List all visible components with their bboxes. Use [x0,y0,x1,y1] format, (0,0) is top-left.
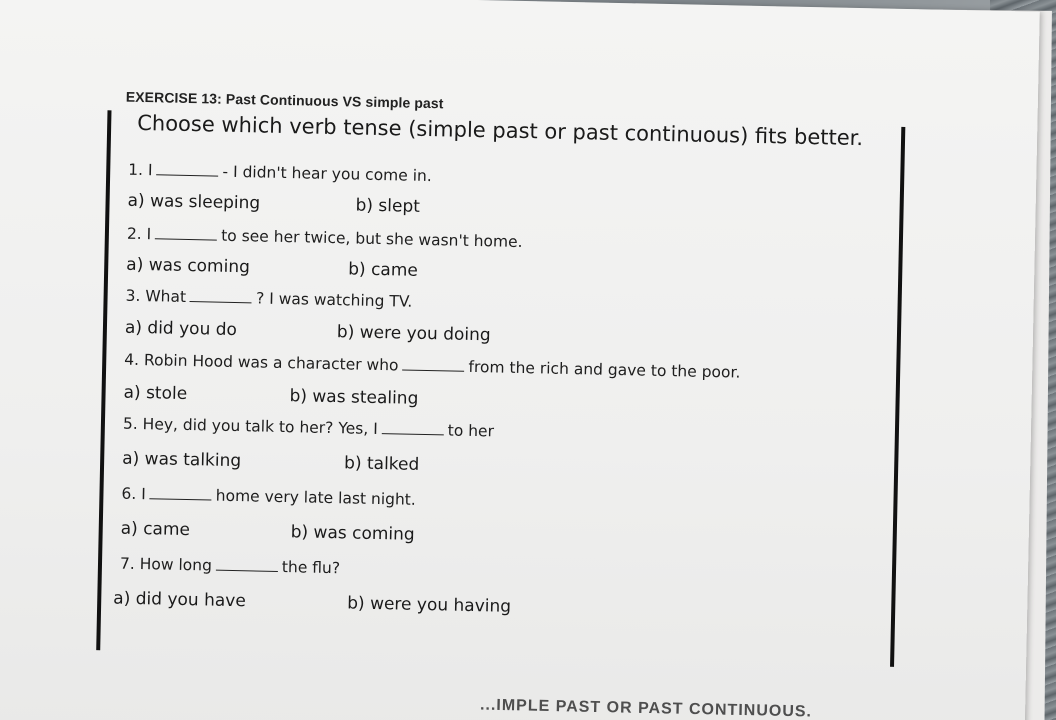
question-1-start: 1. I [128,160,153,180]
question-3-end: ? I was watching TV. [255,289,413,311]
question-3-option-a: a) did you do [124,317,238,341]
question-5 [123,415,494,441]
answer-blank [156,174,218,176]
question-6-end: home very late last night. [215,486,416,509]
question-7-option-a: a) did you have [113,588,246,612]
question-3-option-b: b) were you doing [336,322,491,346]
question-4-end: from the rich and gave to the poor. [468,357,741,382]
question-2-option-b: b) came [348,259,419,281]
question-4-option-a: a) stole [123,382,188,405]
question-4-start: 4. Robin Hood was a character who [124,350,399,375]
answer-blank [150,498,212,500]
question-5-start: 5. Hey, did you talk to her? Yes, I [122,414,378,439]
answer-blank [155,238,217,240]
question-6-option-a: a) came [120,518,191,541]
question-6-option-b: b) was coming [290,522,415,545]
instruction-text: Choose which verb tense (simple past or past continuous) fits better. [136,110,864,151]
answer-blank [402,370,464,372]
question-3 [125,287,412,311]
question-2 [127,225,523,251]
question-5-option-a: a) was talking [122,448,242,472]
question-7-end: the flu? [281,558,341,578]
question-2-option-a: a) was coming [126,254,251,278]
exercise-box [96,110,905,667]
question-7-option-b: b) were you having [347,593,512,617]
question-4 [124,351,740,382]
question-1-option-b: b) slept [355,195,421,217]
next-page-heading-partial: ...IMPLE PAST OR PAST CONTINUOUS. [479,696,813,720]
question-2-end: to see her twice, but she wasn't home. [221,226,523,251]
question-1-end: - I didn't hear you come in. [222,162,432,186]
question-1 [128,161,432,185]
question-6-start: 6. I [121,484,146,504]
question-4-option-b: b) was stealing [289,386,419,409]
answer-blank [382,433,444,435]
question-7-start: 7. How long [119,554,213,575]
question-3-start: 3. What [125,286,187,306]
question-7 [120,555,340,578]
question-1-option-a: a) was sleeping [127,190,261,214]
exercise-title: EXERCISE 13: Past Continuous VS simple past [125,88,444,112]
question-2-start: 2. I [126,224,152,244]
answer-blank [216,570,278,572]
answer-blank [190,301,252,303]
question-5-option-b: b) talked [343,453,420,475]
question-6 [121,485,416,509]
question-5-end: to her [447,421,495,441]
